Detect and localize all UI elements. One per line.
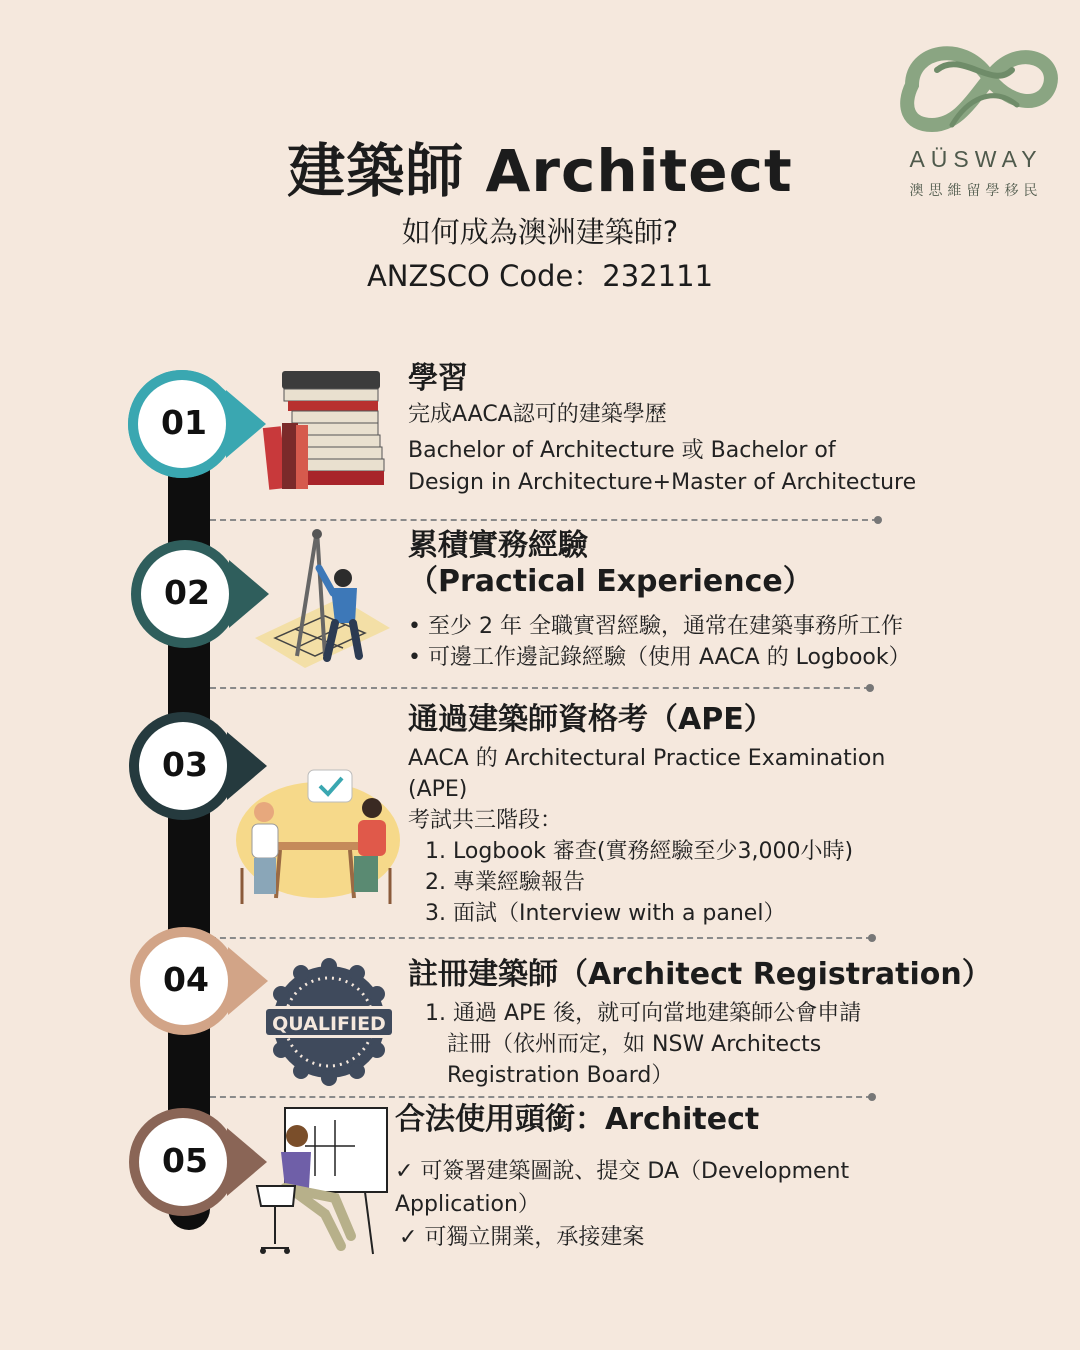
step-number-01: 01 — [161, 403, 207, 442]
step-title-03: 通過建築師資格考（APE） — [408, 702, 774, 737]
step-title-04: 註冊建築師（Architect Registration） — [408, 957, 992, 992]
page-title: 建築師 Architect — [287, 137, 793, 205]
separator-4 — [210, 1096, 872, 1098]
step-01-line-2: Bachelor of Architecture 或 Bachelor of — [408, 438, 836, 463]
step-03-line-1: AACA 的 Architectural Practice Examination — [408, 746, 886, 771]
step-01-line-1: 完成AACA認可的建築學歷 — [408, 402, 667, 427]
step-03-item-3: 3. 面試（Interview with a panel） — [425, 901, 786, 926]
step-03-line-3: 考試共三階段： — [408, 808, 563, 833]
separator-1 — [210, 519, 878, 521]
step-04-line-3: Registration Board） — [447, 1063, 674, 1088]
step-number-03: 03 — [162, 745, 208, 784]
step-03-item-1: 1. Logbook 審查(實務經驗至少3,000小時) — [425, 839, 854, 864]
step-title-02: 累積實務經驗 — [408, 528, 588, 563]
step-01-line-3: Design in Architecture+Master of Architecture — [408, 470, 917, 495]
step-03-line-2: (APE) — [408, 777, 468, 802]
step-02-bullet-1: • 至少 2 年 全職實習經驗，通常在建築事務所工作 — [408, 614, 903, 639]
subtitle-question: 如何成為澳洲建築師? — [401, 215, 679, 249]
step-04-line-1: 1. 通過 APE 後，就可向當地建築師公會申請 — [425, 1001, 862, 1026]
step-02-bullet-2: • 可邊工作邊記錄經驗（使用 AACA 的 Logbook） — [408, 645, 911, 670]
separator-3 — [210, 937, 872, 939]
step-title-05: 合法使用頭銜：Architect — [395, 1102, 760, 1137]
interview-icon — [230, 768, 400, 910]
logo-tagline: 澳思維留學移民 — [909, 183, 1043, 199]
books-icon — [262, 365, 387, 495]
step-title-02-en: （Practical Experience） — [408, 564, 813, 599]
logo-name: AÜSWAY — [909, 146, 1043, 172]
qualified-seal-icon — [262, 958, 396, 1086]
anzsco-code: ANZSCO Code：232111 — [366, 259, 714, 293]
step-number-05: 05 — [162, 1141, 208, 1180]
step-03-item-2: 2. 專業經驗報告 — [425, 870, 585, 895]
step-05-line-2: Application） — [395, 1192, 540, 1217]
page-subtitle — [0, 210, 1080, 298]
compass-architect-icon — [245, 528, 395, 673]
step-04-line-2: 註冊（依州而定，如 NSW Architects — [447, 1032, 822, 1057]
ausway-logo-icon — [892, 30, 1062, 200]
seal-text: QUALIFIED — [272, 1013, 386, 1035]
separator-2 — [210, 687, 870, 689]
step-05-line-3: ✓ 可獨立開業，承接建案 — [399, 1225, 645, 1250]
step-number-02: 02 — [164, 573, 210, 612]
step-05-line-1: ✓ 可簽署建築圖說、提交 DA（Development — [395, 1159, 850, 1184]
architect-drafting-icon — [255, 1106, 390, 1256]
step-title-01: 學習 — [408, 361, 468, 396]
step-number-04: 04 — [163, 960, 209, 999]
